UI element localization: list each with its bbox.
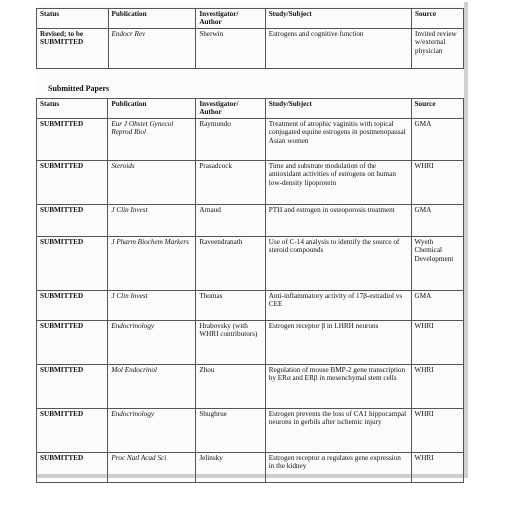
publication-cell: J Clin Invest <box>108 204 196 236</box>
header-publication: Publication <box>108 9 196 29</box>
header-investigator: Investigator/ Author <box>196 9 265 29</box>
subject-cell: Anti-inflammatory activity of 17β-estradiol vs CEE <box>265 290 411 320</box>
status-cell: SUBMITTED <box>37 408 108 452</box>
subject-cell: PTH and estrogen in osteoporosis treatment <box>265 204 411 236</box>
subject-cell: Estrogens and cognitive function <box>265 28 411 68</box>
source-cell: GMA <box>411 118 464 160</box>
status-cell: SUBMITTED <box>37 160 108 204</box>
top-table-block <box>36 8 464 69</box>
table-row <box>37 364 464 408</box>
table-row <box>37 408 464 452</box>
submitted-table <box>36 98 464 483</box>
status-cell: SUBMITTED <box>37 204 108 236</box>
investigator-cell: Raveendranath <box>196 236 265 290</box>
table-row <box>37 118 464 160</box>
investigator-cell: Arnaud <box>196 204 265 236</box>
source-cell: Invited review w/external physician <box>411 28 463 68</box>
investigator-cell: Sherwin <box>196 28 265 68</box>
header-investigator: Investigator/ Author <box>196 99 265 119</box>
header-source: Source <box>411 9 463 29</box>
submitted-header-row <box>37 99 464 119</box>
header-subject: Study/Subject <box>265 9 411 29</box>
table-row <box>37 320 464 364</box>
status-cell: SUBMITTED <box>37 290 108 320</box>
investigator-cell: Shughrue <box>196 408 265 452</box>
header-status: Status <box>37 9 109 29</box>
source-cell: WHRI <box>411 160 464 204</box>
publication-cell: Steroids <box>108 160 196 204</box>
publication-cell: Endocrinology <box>108 320 196 364</box>
publication-cell: Endocr Rev <box>108 28 196 68</box>
status-cell: SUBMITTED <box>37 364 108 408</box>
subject-cell: Estrogen receptor α regulates gene expression in the kidney <box>265 452 411 482</box>
top-header-row <box>37 9 464 29</box>
investigator-cell: Raymundo <box>196 118 265 160</box>
investigator-cell: Prasadcock <box>196 160 265 204</box>
table-row <box>37 452 464 482</box>
investigator-cell: Hrabovsky (with WHRI contributors) <box>196 320 265 364</box>
table-row <box>37 204 464 236</box>
status-cell: SUBMITTED <box>37 118 108 160</box>
section-title-submitted-papers: Submitted Papers <box>48 84 110 93</box>
subject-cell: Estrogen prevents the loss of CA1 hippocampal neurons in gerbils after ischemic injury <box>265 408 411 452</box>
status-cell: SUBMITTED <box>37 320 108 364</box>
header-subject: Study/Subject <box>265 99 411 119</box>
publication-cell: J Clin Invest <box>108 290 196 320</box>
investigator-cell: Thomas <box>196 290 265 320</box>
publication-cell: Eur J Obstet Gynecol Reprod Biol <box>108 118 196 160</box>
header-publication: Publication <box>108 99 196 119</box>
status-cell: Revised; to be SUBMITTED <box>37 28 109 68</box>
subject-cell: Use of C-14 analysis to identify the source of steroid compounds <box>265 236 411 290</box>
status-cell: SUBMITTED <box>37 236 108 290</box>
publication-cell: Endocrinology <box>108 408 196 452</box>
source-cell: Wyeth Chemical Development <box>411 236 464 290</box>
status-cell: SUBMITTED <box>37 452 108 482</box>
table-row <box>37 236 464 290</box>
source-cell: GMA <box>411 204 464 236</box>
table-row <box>37 160 464 204</box>
header-source: Source <box>411 99 464 119</box>
header-status: Status <box>37 99 108 119</box>
publication-cell: J Pharm Biochem Markers <box>108 236 196 290</box>
investigator-cell: Zhou <box>196 364 265 408</box>
source-cell: WHRI <box>411 452 464 482</box>
source-cell: WHRI <box>411 320 464 364</box>
document-page <box>36 2 468 478</box>
subject-cell: Regulation of mouse BMP-2 gene transcription by ERα and ERβ in mesenchymal stem cells <box>265 364 411 408</box>
submitted-table-block <box>36 98 464 483</box>
subject-cell: Estrogen receptor β in LHRH neurons <box>265 320 411 364</box>
top-table <box>36 8 464 69</box>
source-cell: GMA <box>411 290 464 320</box>
investigator-cell: Jelinsky <box>196 452 265 482</box>
table-row <box>37 28 464 68</box>
table-row <box>37 290 464 320</box>
source-cell: WHRI <box>411 364 464 408</box>
source-cell: WHRI <box>411 408 464 452</box>
publication-cell: Mol Endocrinol <box>108 364 196 408</box>
subject-cell: Time and substrate modulation of the antioxidant activities of estrogens on human low-density lipoprotein <box>265 160 411 204</box>
publication-cell: Proc Natl Acad Sci <box>108 452 196 482</box>
subject-cell: Treatment of atrophic vaginitis with topical conjugated equine estrogens in postmenopausal Asian women <box>265 118 411 160</box>
